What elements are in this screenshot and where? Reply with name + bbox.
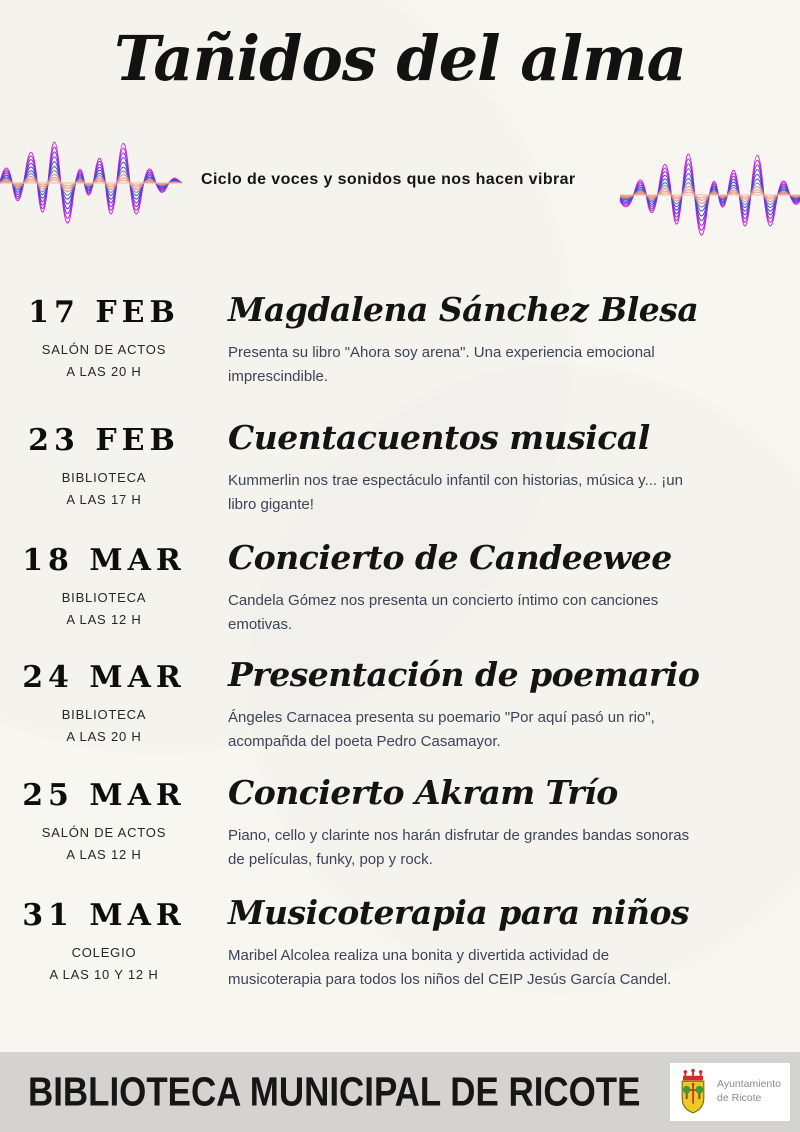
- event-info: [228, 655, 750, 755]
- event-venue: BIBLIOTECA: [61, 470, 147, 485]
- event-venue: BIBLIOTECA: [61, 707, 147, 722]
- event-title: Musicoterapia para niños: [228, 893, 690, 932]
- event-info: [228, 290, 750, 390]
- event-row-1: [0, 290, 800, 390]
- event-row-5: [0, 773, 800, 873]
- event-row-3: [0, 538, 800, 638]
- event-info: [228, 893, 750, 993]
- footer-band: [0, 1052, 800, 1132]
- event-when-where: [0, 424, 208, 518]
- event-title: Concierto de Candeewee: [228, 538, 672, 577]
- event-description: Kummerlin nos trae espectáculo infantil con historias, música y... ¡un libro gigante!: [228, 472, 683, 514]
- event-time: A LAS 20 H: [66, 729, 142, 744]
- event-time: A LAS 12 H: [66, 847, 142, 862]
- event-row-6: [0, 893, 800, 993]
- event-title: Cuentacuentos musical: [228, 418, 650, 457]
- logo-caption-line2: de Ricote: [717, 1092, 762, 1104]
- footer-title: BIBLIOTECA MUNICIPAL DE RICOTE: [28, 1068, 641, 1115]
- event-time: A LAS 12 H: [66, 612, 142, 627]
- event-date: 23 FEB: [28, 423, 180, 458]
- logo-caption-line1: Ayuntamiento: [717, 1078, 782, 1091]
- logo-caption: [717, 1078, 781, 1105]
- event-when-where: [0, 779, 208, 873]
- event-row-2: [0, 418, 800, 518]
- event-description: Piano, cello y clarinte nos harán disfrutar de grandes bandas sonoras de películas, funky, pop y rock.: [228, 827, 690, 869]
- event-info: [228, 418, 750, 518]
- event-description: Ángeles Carnacea presenta su poemario "Por aquí pasó un rio", acompañda del poeta Pedro Casamayor.: [228, 709, 655, 751]
- town-hall-logo: [670, 1063, 790, 1121]
- event-date: 24 MAR: [22, 660, 186, 695]
- event-title: Concierto Akram Trío: [228, 773, 618, 812]
- poster-subtitle: Ciclo de voces y sonidos que nos hacen vibrar: [201, 171, 576, 188]
- event-row-4: [0, 655, 800, 755]
- event-time: A LAS 10 Y 12 H: [49, 967, 159, 982]
- event-date: 31 MAR: [22, 898, 186, 933]
- poster-title: Tañidos del alma: [114, 22, 686, 95]
- event-venue: COLEGIO: [71, 945, 137, 960]
- event-time: A LAS 17 H: [66, 492, 142, 507]
- event-when-where: [0, 661, 208, 755]
- event-description: Candela Gómez nos presenta un concierto íntimo con canciones emotivas.: [228, 592, 659, 634]
- event-description: Maribel Alcolea realiza una bonita y divertida actividad de musicoterapia para todos los niños del CEIP Jesús García Candel.: [228, 947, 672, 989]
- event-when-where: [0, 899, 208, 993]
- event-date: 17 FEB: [28, 295, 180, 330]
- event-title: Presentación de poemario: [228, 655, 700, 694]
- event-date: 18 MAR: [22, 543, 186, 578]
- event-description: Presenta su libro "Ahora soy arena". Una experiencia emocional imprescindible.: [228, 344, 655, 386]
- event-info: [228, 538, 750, 638]
- event-venue: BIBLIOTECA: [61, 590, 147, 605]
- event-title: Magdalena Sánchez Blesa: [228, 290, 699, 329]
- ricote-crest-icon: [676, 1067, 710, 1117]
- event-venue: SALÓN DE ACTOS: [41, 825, 167, 840]
- event-venue: SALÓN DE ACTOS: [41, 342, 167, 357]
- event-when-where: [0, 544, 208, 638]
- event-info: [228, 773, 750, 873]
- event-time: A LAS 20 H: [66, 364, 142, 379]
- event-when-where: [0, 296, 208, 390]
- event-date: 25 MAR: [22, 778, 186, 813]
